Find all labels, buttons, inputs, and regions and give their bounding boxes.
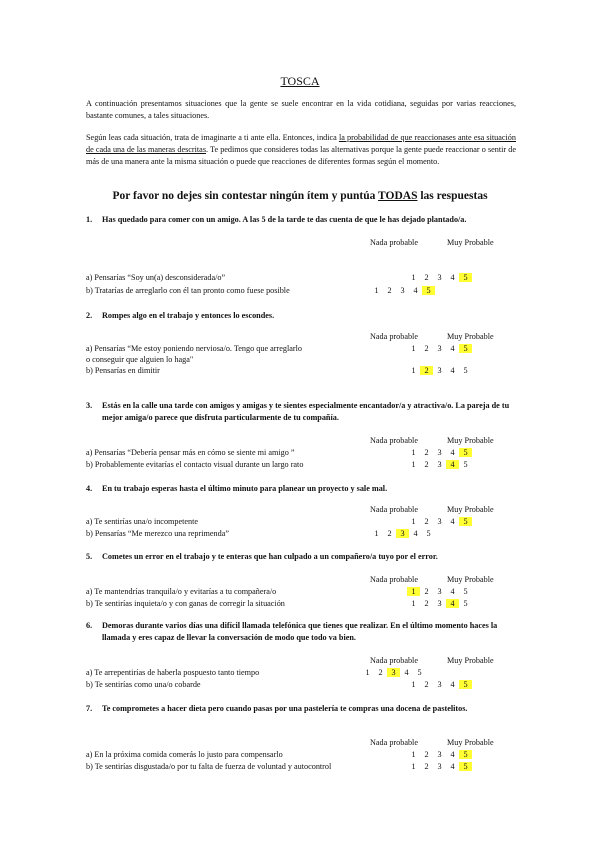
question-5 xyxy=(86,551,516,563)
rating-scale-7b[interactable] xyxy=(407,762,472,771)
item-6b: b) Te sentirías como una/o cobarde xyxy=(86,680,201,689)
rating-option-5[interactable]: 5 xyxy=(463,460,468,469)
scale-label-high: Muy Probable xyxy=(447,575,494,584)
banner-emphasis: TODAS xyxy=(378,190,418,202)
rating-option-2[interactable]: 2 xyxy=(420,366,433,375)
rating-scale-5b[interactable] xyxy=(407,599,472,608)
rating-scale-5a[interactable] xyxy=(407,587,472,596)
question-text: Cometes un error en el trabajo y te enteras que han culpado a un compañero/a tuyo por el error. xyxy=(102,552,438,561)
rating-option-4[interactable]: 4 xyxy=(446,599,459,608)
rating-option-4[interactable]: 4 xyxy=(450,750,455,759)
rating-option-4[interactable]: 4 xyxy=(450,366,455,375)
rating-scale-3a[interactable] xyxy=(407,448,472,457)
rating-option-3[interactable]: 3 xyxy=(437,344,442,353)
rating-option-1[interactable]: 1 xyxy=(411,750,416,759)
instructions-text-1: Según leas cada situación, trata de imaginarte a ti ante ella. Entonces, indica xyxy=(86,133,339,142)
question-number: 4. xyxy=(86,484,93,493)
instructions-underlined: la probabilidad de que reaccionases ante esa situación de cada una de las maneras descritas xyxy=(86,133,516,154)
rating-option-4[interactable]: 4 xyxy=(413,286,418,295)
scale-label-high: Muy Probable xyxy=(447,656,494,665)
rating-option-3[interactable]: 3 xyxy=(437,750,442,759)
item-5b: b) Te sentirías inquieta/o y con ganas de corregir la situación xyxy=(86,599,285,608)
rating-option-2[interactable]: 2 xyxy=(424,750,429,759)
question-2 xyxy=(86,310,516,322)
scale-label-high: Muy Probable xyxy=(447,738,494,747)
scale-label-high: Muy Probable xyxy=(447,505,494,514)
rating-option-2[interactable]: 2 xyxy=(424,587,429,596)
rating-option-4[interactable]: 4 xyxy=(413,529,418,538)
rating-option-2[interactable]: 2 xyxy=(424,273,429,282)
item-7b: b) Te sentirías disgustada/o por tu falta de fuerza de voluntad y autocontrol xyxy=(86,762,332,771)
item-6a: a) Te arrepentirías de haberla pospuesto tanto tiempo xyxy=(86,668,260,677)
rating-option-5[interactable]: 5 xyxy=(417,668,422,677)
item-4b: b) Pensarías “Me merezco una reprimenda” xyxy=(86,529,229,538)
rating-option-1[interactable]: 1 xyxy=(411,762,416,771)
rating-scale-1b[interactable] xyxy=(370,286,435,295)
rating-option-4[interactable]: 4 xyxy=(404,668,409,677)
banner-post: las respuestas xyxy=(417,190,488,202)
rating-option-1[interactable]: 1 xyxy=(411,448,416,457)
rating-scale-2b[interactable] xyxy=(407,366,472,375)
rating-option-5[interactable]: 5 xyxy=(459,344,472,353)
item-1b: b) Tratarías de arreglarlo con él tan pronto como fuese posible xyxy=(86,286,290,295)
scale-label-high: Muy Probable xyxy=(447,436,494,445)
question-6 xyxy=(86,620,516,644)
rating-option-4[interactable]: 4 xyxy=(450,273,455,282)
rating-option-3[interactable]: 3 xyxy=(437,517,442,526)
rating-option-2[interactable]: 2 xyxy=(424,680,429,689)
item-7a: a) En la próxima comida comerás lo justo para compensarlo xyxy=(86,750,283,759)
rating-option-5[interactable]: 5 xyxy=(459,517,472,526)
rating-option-2[interactable]: 2 xyxy=(378,668,383,677)
question-1 xyxy=(86,214,516,226)
page-title: TOSCA xyxy=(280,74,320,88)
rating-scale-3b[interactable] xyxy=(407,460,472,469)
question-number: 6. xyxy=(86,621,93,630)
rating-option-5[interactable]: 5 xyxy=(459,273,472,282)
rating-option-5[interactable]: 5 xyxy=(459,448,472,457)
rating-option-1[interactable]: 1 xyxy=(411,273,416,282)
question-text: Demoras durante varios días una difícil llamada telefónica que tienes que realizar. En el último momento haces la llamada y eres capaz de llevar la conversación de modo que todo va bien. xyxy=(102,621,498,642)
question-text: Estás en la calle una tarde con amigos y amigas y te sientes especialmente encantador/a y atractiva/o. La pareja de tu mejor amiga/o parece que disfruta particularmente de tu compañía. xyxy=(102,401,510,422)
rating-option-5[interactable]: 5 xyxy=(459,762,472,771)
rating-option-2[interactable]: 2 xyxy=(424,599,429,608)
item-2a-cont: o conseguir que alguien lo haga" xyxy=(86,355,194,364)
question-number: 5. xyxy=(86,552,93,561)
scale-label-low: Nada probable xyxy=(370,575,418,584)
rating-scale-6b[interactable] xyxy=(407,680,472,689)
scale-label-high: Muy Probable xyxy=(447,238,494,247)
rating-option-4[interactable]: 4 xyxy=(450,762,455,771)
rating-option-3[interactable]: 3 xyxy=(437,273,442,282)
question-number: 3. xyxy=(86,401,93,410)
rating-option-2[interactable]: 2 xyxy=(424,460,429,469)
scale-label-low: Nada probable xyxy=(370,238,418,247)
rating-option-2[interactable]: 2 xyxy=(424,448,429,457)
rating-option-2[interactable]: 2 xyxy=(424,517,429,526)
rating-option-2[interactable]: 2 xyxy=(387,286,392,295)
rating-option-3[interactable]: 3 xyxy=(437,366,442,375)
question-text: Rompes algo en el trabajo y entonces lo escondes. xyxy=(102,311,275,320)
rating-scale-6a[interactable] xyxy=(361,668,426,677)
question-4 xyxy=(86,483,516,495)
question-text: Te comprometes a hacer dieta pero cuando pasas por una pastelería te compras una docena de pastelitos. xyxy=(102,704,468,713)
scale-label-low: Nada probable xyxy=(370,332,418,341)
rating-option-5[interactable]: 5 xyxy=(463,366,468,375)
rating-scale-2a[interactable] xyxy=(407,344,472,353)
rating-option-1[interactable]: 1 xyxy=(411,517,416,526)
rating-option-3[interactable]: 3 xyxy=(387,668,400,677)
question-number: 2. xyxy=(86,311,93,320)
intro-paragraph: A continuación presentamos situaciones que la gente se suele encontrar en la vida cotidiana, seguidas por varias reacciones, bastante comunes, a tales situaciones. xyxy=(86,99,516,120)
rating-option-1[interactable]: 1 xyxy=(407,587,420,596)
item-1a: a) Pensarías “Soy un(a) desconsiderada/o” xyxy=(86,273,226,282)
rating-option-3[interactable]: 3 xyxy=(437,762,442,771)
rating-option-3[interactable]: 3 xyxy=(437,460,442,469)
rating-option-1[interactable]: 1 xyxy=(374,286,379,295)
rating-option-1[interactable]: 1 xyxy=(411,366,416,375)
question-text: Has quedado para comer con un amigo. A las 5 de la tarde te das cuenta de que le has dejado plantado/a. xyxy=(102,215,467,224)
rating-option-4[interactable]: 4 xyxy=(450,587,455,596)
question-3 xyxy=(86,400,516,424)
rating-option-5[interactable]: 5 xyxy=(422,286,435,295)
item-3b: b) Probablemente evitarías el contacto visual durante un largo rato xyxy=(86,460,304,469)
rating-scale-7a[interactable] xyxy=(407,750,472,759)
rating-option-2[interactable]: 2 xyxy=(424,344,429,353)
rating-option-3[interactable]: 3 xyxy=(437,587,442,596)
item-4a: a) Te sentirías una/o incompetente xyxy=(86,517,199,526)
banner-pre: Por favor no dejes sin contestar ningún ítem y puntúa xyxy=(112,190,379,202)
question-text: En tu trabajo esperas hasta el último minuto para planear un proyecto y sale mal. xyxy=(102,484,388,493)
rating-option-4[interactable]: 4 xyxy=(446,460,459,469)
rating-option-1[interactable]: 1 xyxy=(365,668,370,677)
scale-label-low: Nada probable xyxy=(370,436,418,445)
item-3a: a) Pensarías “Debería pensar más en cómo se siente mi amigo ” xyxy=(86,448,295,457)
question-number: 1. xyxy=(86,215,93,224)
rating-scale-4a[interactable] xyxy=(407,517,472,526)
question-7 xyxy=(86,703,516,715)
instructions-text-2: . Te pedimos que consideres todas las alternativas porque la gente puede reaccionar o sentir de más de una manera ante la misma situación o puede que reacciones de diferentes formas según el momento. xyxy=(86,145,516,166)
item-2a: a) Pensarías “Me estoy poniendo nerviosa/o. Tengo que arreglarlo xyxy=(86,344,302,353)
rating-option-4[interactable]: 4 xyxy=(450,448,455,457)
rating-option-2[interactable]: 2 xyxy=(424,762,429,771)
rating-scale-4b[interactable] xyxy=(370,529,435,538)
rating-option-3[interactable]: 3 xyxy=(396,529,409,538)
item-5a: a) Te mantendrías tranquila/o y evitarías a tu compañera/o xyxy=(86,587,277,596)
scale-label-low: Nada probable xyxy=(370,656,418,665)
rating-option-3[interactable]: 3 xyxy=(437,599,442,608)
rating-option-1[interactable]: 1 xyxy=(374,529,379,538)
rating-option-1[interactable]: 1 xyxy=(411,344,416,353)
rating-option-3[interactable]: 3 xyxy=(400,286,405,295)
rating-option-5[interactable]: 5 xyxy=(463,599,468,608)
instructions-paragraph xyxy=(86,132,516,168)
rating-scale-1a[interactable] xyxy=(407,273,472,282)
rating-option-1[interactable]: 1 xyxy=(411,680,416,689)
question-number: 7. xyxy=(86,704,93,713)
scale-label-low: Nada probable xyxy=(370,505,418,514)
instruction-banner xyxy=(0,190,600,202)
rating-option-3[interactable]: 3 xyxy=(437,680,442,689)
rating-option-1[interactable]: 1 xyxy=(411,599,416,608)
rating-option-1[interactable]: 1 xyxy=(411,460,416,469)
rating-option-2[interactable]: 2 xyxy=(387,529,392,538)
scale-label-high: Muy Probable xyxy=(447,332,494,341)
rating-option-4[interactable]: 4 xyxy=(450,517,455,526)
rating-option-4[interactable]: 4 xyxy=(450,344,455,353)
rating-option-3[interactable]: 3 xyxy=(437,448,442,457)
rating-option-5[interactable]: 5 xyxy=(463,587,468,596)
rating-option-5[interactable]: 5 xyxy=(459,750,472,759)
scale-label-low: Nada probable xyxy=(370,738,418,747)
rating-option-5[interactable]: 5 xyxy=(426,529,431,538)
item-2b: b) Pensarías en dimitir xyxy=(86,366,160,375)
rating-option-5[interactable]: 5 xyxy=(459,680,472,689)
rating-option-4[interactable]: 4 xyxy=(450,680,455,689)
